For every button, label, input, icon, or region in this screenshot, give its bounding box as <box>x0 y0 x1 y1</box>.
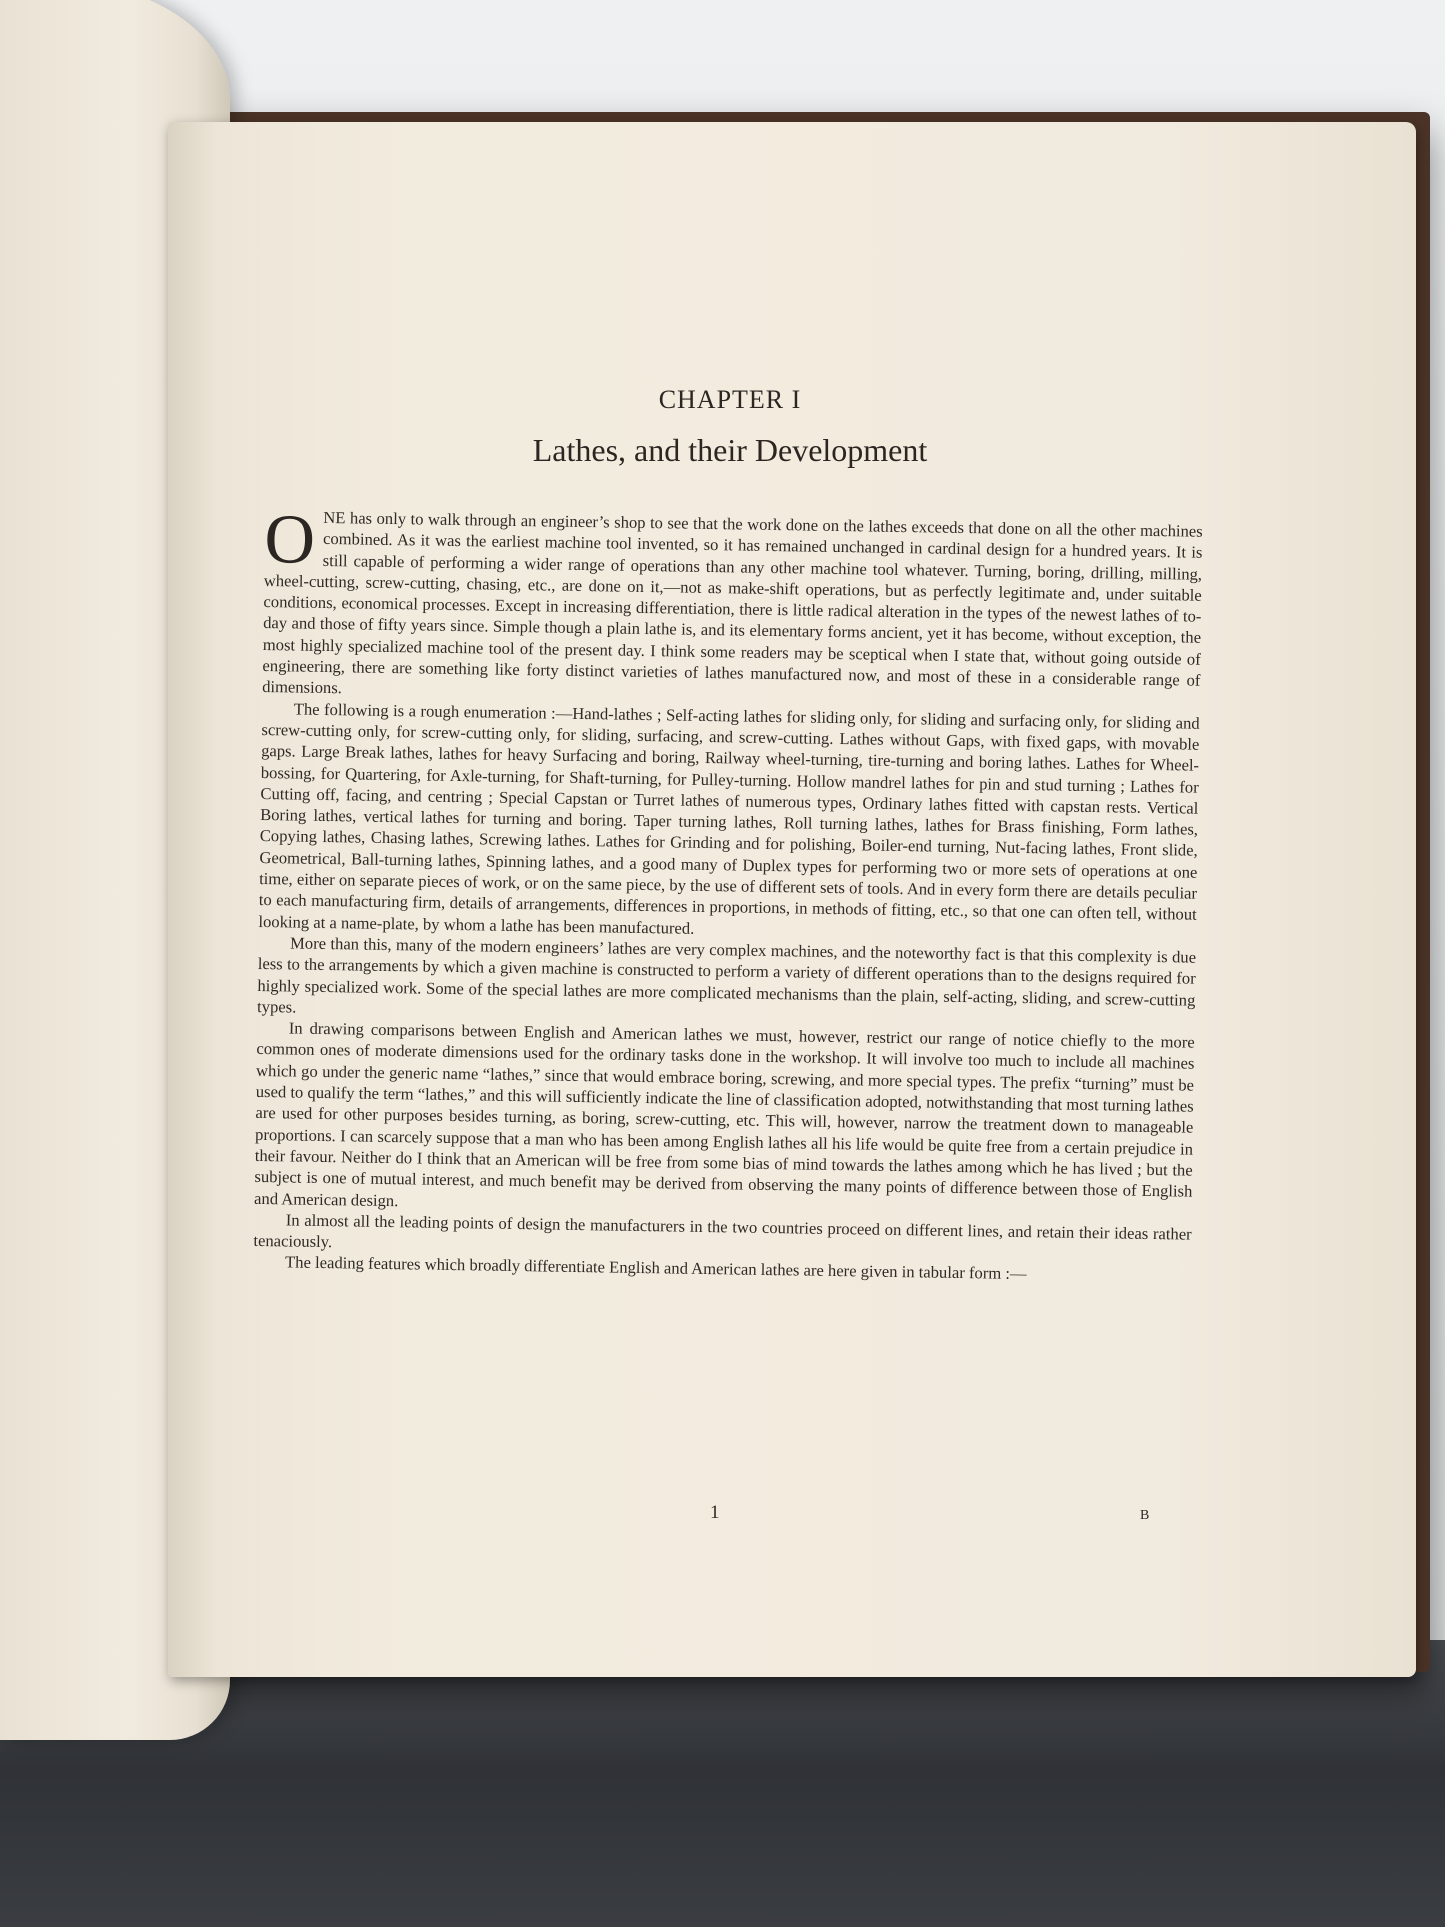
signature-mark: B <box>1140 1508 1150 1523</box>
chapter-heading: CHAPTER I <box>658 385 802 414</box>
paragraph-6: The leading features which broadly differentiate English and American lathes are here given in tabular form :— <box>284 1252 1027 1284</box>
paragraph-4: In drawing comparisons between English and American lathes we must, however, restrict our range of notice chiefly to the more common ones of moderate dimensions used for the ordinary tasks done in the workshop. It will involve too much to include all machines which go under the generic name “lathes,” since that would embrace boring, screwing, and more special types. The prefix “turning” must be used to qualify the term “lathes,” and this will sufficiently indicate the line of classification adopted, notwithstanding that most turning lathes are used for other purposes besides turning, as boring, screw-cutting, etc. This will, however, narrow the treatment down to manageable proportions. I can scarcely suppose that a man who has been among English lathes all his life would be quite free from a certain prejudice in their favour. Neither do I think that an American will be free from some bias of mind towards the lathes among which he has lived ; but the subject is one of mutual interest, and much benefit may be derived from observing the many points of difference between those of English and American design. <box>253 1018 1195 1210</box>
paragraph-3: More than this, many of the modern engineers’ lathes are very complex machines, and the noteworthy fact is that this complexity is due less to the arrangements by which a given machine is constructed to perform a variety of different operations than to the designs required for highly specialized work. Some of the special lathes are more complicated mechanisms than the plain, self-acting, sliding, and screw-cutting types. <box>256 933 1197 1017</box>
drop-cap: O <box>263 501 316 579</box>
chapter-title: Lathes, and their Development <box>532 432 928 468</box>
page-number: 1 <box>710 1502 720 1523</box>
paragraph-5: In almost all the leading points of design the manufacturers in the two countries proceed on different lines, and retain their ideas rather tenaciously. <box>253 1210 1192 1252</box>
paragraph-2: The following is a rough enumeration :—Hand-lathes ; Self-acting lathes for sliding only, for sliding and surfacing only, for sliding and screw-cutting only, for screw-cutting only, for sliding, surfacing, and screw-cutting. Lathes without Gaps, with fixed gaps, with movable gaps. Large Break lathes, lathes for heavy Surfacing and boring, Railway wheel-turning, tire-turning and boring lathes. Lathes for Wheel-bossing, for Quartering, for Axle-turning, for Shaft-turning, for Pulley-turning. Hollow mandrel lathes for pin and stud turning ; Lathes for Cutting off, facing, and centring ; Special Capstan or Turret lathes of numerous types, Ordinary lathes fitted with capstan rests. Vertical Boring lathes, vertical lathes for turning and boring. Taper turning lathes, Roll turning lathes, lathes for Brass finishing, Form lathes, Copying lathes, Chasing lathes, Screwing lathes. Lathes for Grinding and for polishing, Boiler-end turning, Nut-facing lathes, Front slide, Geometrical, Ball-turning lathes, Spinning lathes, and a good many of Duplex types for performing two or more sets of operations at one time, either on separate pieces of work, or on the same piece, by the use of different sets of tools. And in every form there are details peculiar to each manufacturing firm, details of arrangements, differences in proportions, in methods of fitting, etc., so that one can often tell, without looking at a name-plate, by whom a lathe has been manufactured. <box>258 699 1200 938</box>
paragraph-1-text: NE has only to walk through an engineer’s shop to see that the work done on the lathes exceeds that done on all the other machines combined. As it was the earliest machine tool invented, so it has remained unchanged in cardinal design for a hundred years. It is still capable of performing a wider range of operations than any other machine tool whatever. Turning, boring, drilling, milling, wheel-cutting, screw-cutting, chasing, etc., are done on it,—not as make-shift operations, but as perfectly legitimate and, under suitable conditions, economical processes. Except in increasing differentiation, there is little radical alteration in the types of the newest lathes of to-day and those of fifty years since. Simple though a plain lathe is, and its elementary forms ancient, yet it has become, without exception, the most highly specialized machine tool of the present day. I think some readers may be sceptical when I state that, without going outside of engineering, there are something like forty distinct varieties of lathes manufactured now, and most of these in a considerable range of dimensions. <box>262 507 1203 698</box>
paragraph-1 <box>262 501 1203 712</box>
chapter-body <box>253 501 1203 1287</box>
